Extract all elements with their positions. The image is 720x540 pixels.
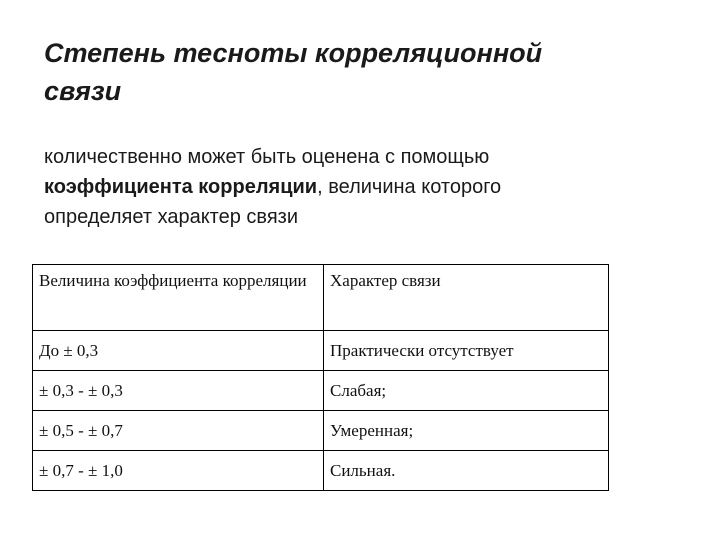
header-character: Характер связи	[324, 265, 609, 331]
cell-character: Практически отсутствует	[324, 331, 609, 371]
lead-text-bold: коэффициента корреляции	[44, 176, 318, 198]
lead-text-part1: количественно может быть оценена с помощью	[44, 146, 490, 168]
cell-character: Слабая;	[324, 371, 609, 411]
lead-paragraph	[44, 142, 684, 232]
slide-title-line1: Степень тесноты корреляционной	[44, 38, 543, 68]
table-header-row	[33, 265, 609, 331]
cell-character: Умеренная;	[324, 411, 609, 451]
table-row	[33, 451, 609, 491]
table-row	[33, 331, 609, 371]
correlation-table	[32, 264, 609, 491]
cell-coefficient: До ± 0,3	[33, 331, 324, 371]
lead-text-part2: , величина которого	[317, 176, 502, 198]
lead-text-part3: определяет характер связи	[44, 206, 298, 228]
header-coefficient: Величина коэффициента корреляции	[33, 265, 324, 331]
slide-title	[44, 34, 684, 110]
cell-coefficient: ± 0,7 - ± 1,0	[33, 451, 324, 491]
cell-coefficient: ± 0,5 - ± 0,7	[33, 411, 324, 451]
cell-coefficient: ± 0,3 - ± 0,3	[33, 371, 324, 411]
table-row	[33, 411, 609, 451]
cell-character: Сильная.	[324, 451, 609, 491]
table-row	[33, 371, 609, 411]
slide-title-line2: связи	[44, 76, 122, 106]
